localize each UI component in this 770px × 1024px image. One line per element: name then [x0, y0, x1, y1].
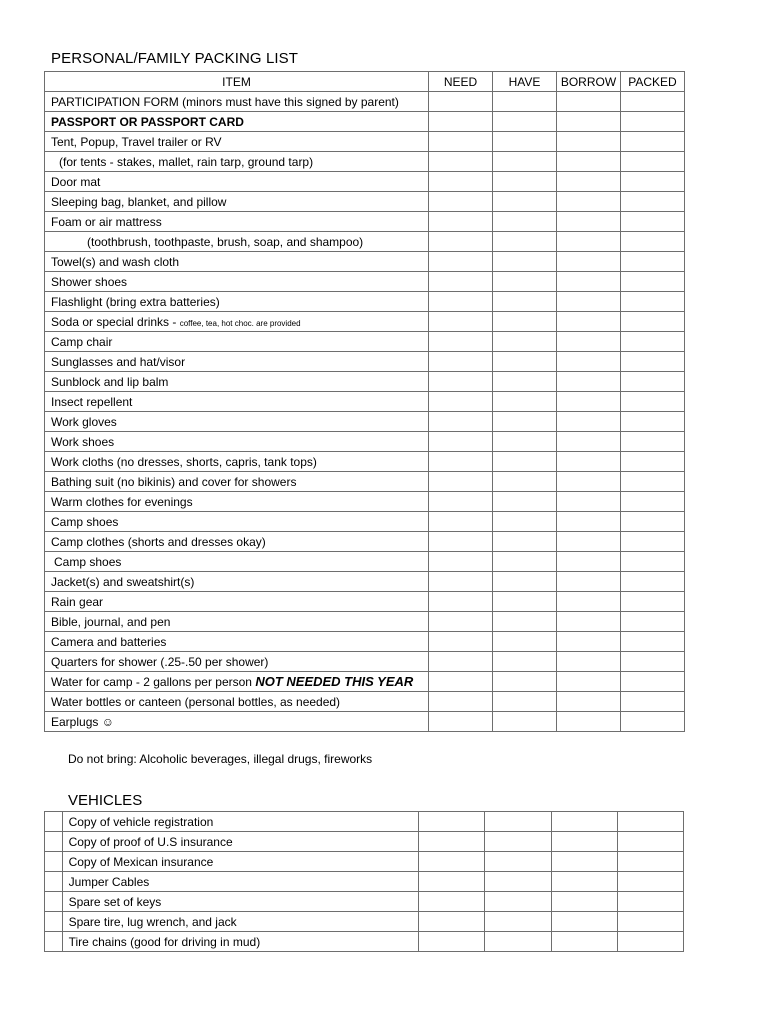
table-row: [45, 612, 685, 632]
table-row: [45, 232, 685, 252]
need-checkbox[interactable]: [429, 592, 493, 612]
borrow-checkbox[interactable]: [557, 652, 621, 672]
borrow-checkbox[interactable]: [551, 912, 617, 932]
row-checkbox[interactable]: [45, 932, 63, 952]
need-checkbox[interactable]: [419, 872, 485, 892]
have-checkbox[interactable]: [493, 492, 557, 512]
packed-checkbox[interactable]: [621, 472, 685, 492]
packed-checkbox[interactable]: [621, 532, 685, 552]
vehicle-item-label: Copy of vehicle registration: [62, 812, 419, 832]
need-checkbox[interactable]: [429, 232, 493, 252]
borrow-checkbox[interactable]: [557, 92, 621, 112]
table-row: [45, 572, 685, 592]
have-checkbox[interactable]: [493, 272, 557, 292]
table-row: [45, 292, 685, 312]
borrow-checkbox[interactable]: [557, 532, 621, 552]
item-label: Warm clothes for evenings: [45, 492, 429, 512]
borrow-checkbox[interactable]: [557, 392, 621, 412]
borrow-checkbox[interactable]: [557, 352, 621, 372]
need-checkbox[interactable]: [429, 572, 493, 592]
borrow-checkbox[interactable]: [557, 212, 621, 232]
have-checkbox[interactable]: [493, 332, 557, 352]
packed-checkbox[interactable]: [621, 392, 685, 412]
borrow-checkbox[interactable]: [557, 172, 621, 192]
need-checkbox[interactable]: [429, 512, 493, 532]
packed-checkbox[interactable]: [621, 132, 685, 152]
table-row: [45, 212, 685, 232]
need-checkbox[interactable]: [429, 552, 493, 572]
table-row: [45, 652, 685, 672]
table-row: [45, 552, 685, 572]
item-label: Camp shoes: [45, 512, 429, 532]
have-checkbox[interactable]: [493, 652, 557, 672]
vehicles-table: [44, 811, 684, 952]
have-checkbox[interactable]: [493, 532, 557, 552]
table-row: [45, 892, 684, 912]
item-label: [45, 672, 429, 692]
need-checkbox[interactable]: [419, 892, 485, 912]
table-row: [45, 152, 685, 172]
row-checkbox[interactable]: [45, 912, 63, 932]
packed-checkbox[interactable]: [617, 852, 683, 872]
vehicle-item-label: Spare tire, lug wrench, and jack: [62, 912, 419, 932]
have-checkbox[interactable]: [493, 572, 557, 592]
item-label: Rain gear: [45, 592, 429, 612]
packed-checkbox[interactable]: [621, 92, 685, 112]
table-row: [45, 392, 685, 412]
borrow-checkbox[interactable]: [557, 432, 621, 452]
item-label: Camp shoes: [45, 552, 429, 572]
need-checkbox[interactable]: [429, 432, 493, 452]
need-checkbox[interactable]: [429, 292, 493, 312]
need-checkbox[interactable]: [429, 532, 493, 552]
have-checkbox[interactable]: [485, 932, 551, 952]
packed-checkbox[interactable]: [617, 832, 683, 852]
borrow-checkbox[interactable]: [557, 332, 621, 352]
item-label: Sunblock and lip balm: [45, 372, 429, 392]
packed-checkbox[interactable]: [621, 632, 685, 652]
item-label: Camera and batteries: [45, 632, 429, 652]
item-label: Bible, journal, and pen: [45, 612, 429, 632]
item-label: Water bottles or canteen (personal bottles, as needed): [45, 692, 429, 712]
have-checkbox[interactable]: [493, 592, 557, 612]
have-checkbox[interactable]: [493, 132, 557, 152]
need-checkbox[interactable]: [429, 712, 493, 732]
borrow-checkbox[interactable]: [557, 692, 621, 712]
header-packed: PACKED: [621, 72, 685, 92]
borrow-checkbox[interactable]: [551, 872, 617, 892]
table-row: [45, 132, 685, 152]
need-checkbox[interactable]: [429, 412, 493, 432]
have-checkbox[interactable]: [485, 872, 551, 892]
have-checkbox[interactable]: [493, 292, 557, 312]
packed-checkbox[interactable]: [617, 912, 683, 932]
have-checkbox[interactable]: [493, 412, 557, 432]
have-checkbox[interactable]: [493, 632, 557, 652]
borrow-checkbox[interactable]: [557, 512, 621, 532]
need-checkbox[interactable]: [429, 472, 493, 492]
need-checkbox[interactable]: [429, 392, 493, 412]
packing-table: [44, 71, 685, 732]
table-row: [45, 172, 685, 192]
have-checkbox[interactable]: [493, 472, 557, 492]
have-checkbox[interactable]: [493, 252, 557, 272]
packed-checkbox[interactable]: [621, 652, 685, 672]
table-row: [45, 352, 685, 372]
borrow-checkbox[interactable]: [551, 892, 617, 912]
packed-checkbox[interactable]: [617, 812, 683, 832]
need-checkbox[interactable]: [429, 192, 493, 212]
borrow-checkbox[interactable]: [557, 292, 621, 312]
table-row: [45, 452, 685, 472]
have-checkbox[interactable]: [493, 512, 557, 532]
packed-checkbox[interactable]: [621, 552, 685, 572]
need-checkbox[interactable]: [429, 152, 493, 172]
packed-checkbox[interactable]: [621, 292, 685, 312]
have-checkbox[interactable]: [485, 852, 551, 872]
have-checkbox[interactable]: [493, 152, 557, 172]
item-label: (toothbrush, toothpaste, brush, soap, and shampoo): [45, 232, 429, 252]
borrow-checkbox[interactable]: [557, 712, 621, 732]
have-checkbox[interactable]: [493, 112, 557, 132]
borrow-checkbox[interactable]: [557, 552, 621, 572]
borrow-checkbox[interactable]: [557, 252, 621, 272]
item-label: Shower shoes: [45, 272, 429, 292]
need-checkbox[interactable]: [429, 652, 493, 672]
table-row: [45, 432, 685, 452]
need-checkbox[interactable]: [419, 812, 485, 832]
item-label: Insect repellent: [45, 392, 429, 412]
borrow-checkbox[interactable]: [557, 192, 621, 212]
table-header-row: [45, 72, 685, 92]
packed-checkbox[interactable]: [621, 212, 685, 232]
packed-checkbox[interactable]: [621, 112, 685, 132]
row-checkbox[interactable]: [45, 872, 63, 892]
table-row: [45, 112, 685, 132]
vehicle-item-label: Jumper Cables: [62, 872, 419, 892]
packed-checkbox[interactable]: [621, 252, 685, 272]
item-label: Sunglasses and hat/visor: [45, 352, 429, 372]
item-label-main: Soda or special drinks -: [51, 314, 177, 329]
item-label: Earplugs ☺: [45, 712, 429, 732]
table-row: [45, 252, 685, 272]
borrow-checkbox[interactable]: [557, 152, 621, 172]
have-checkbox[interactable]: [493, 672, 557, 692]
need-checkbox[interactable]: [429, 492, 493, 512]
table-row: [45, 592, 685, 612]
have-checkbox[interactable]: [485, 812, 551, 832]
vehicle-item-label: Tire chains (good for driving in mud): [62, 932, 419, 952]
need-checkbox[interactable]: [419, 832, 485, 852]
need-checkbox[interactable]: [429, 352, 493, 372]
packed-checkbox[interactable]: [621, 572, 685, 592]
packed-checkbox[interactable]: [617, 932, 683, 952]
need-checkbox[interactable]: [429, 252, 493, 272]
need-checkbox[interactable]: [429, 272, 493, 292]
packed-checkbox[interactable]: [617, 892, 683, 912]
item-label: Quarters for shower (.25-.50 per shower): [45, 652, 429, 672]
borrow-checkbox[interactable]: [557, 372, 621, 392]
item-label-main: Water for camp - 2 gallons per person: [51, 675, 252, 689]
have-checkbox[interactable]: [493, 312, 557, 332]
row-checkbox[interactable]: [45, 832, 63, 852]
packed-checkbox[interactable]: [621, 312, 685, 332]
item-label-note: coffee, tea, hot choc. are provided: [179, 318, 301, 328]
have-checkbox[interactable]: [493, 552, 557, 572]
borrow-checkbox[interactable]: [551, 932, 617, 952]
need-checkbox[interactable]: [419, 912, 485, 932]
table-row: [45, 92, 685, 112]
borrow-checkbox[interactable]: [551, 812, 617, 832]
need-checkbox[interactable]: [429, 452, 493, 472]
header-borrow: BORROW: [557, 72, 621, 92]
table-row: [45, 492, 685, 512]
vehicle-item-label: Copy of Mexican insurance: [62, 852, 419, 872]
packed-checkbox[interactable]: [621, 352, 685, 372]
need-checkbox[interactable]: [429, 112, 493, 132]
borrow-checkbox[interactable]: [557, 612, 621, 632]
page-title: PERSONAL/FAMILY PACKING LIST: [51, 50, 299, 67]
need-checkbox[interactable]: [429, 632, 493, 652]
packed-checkbox[interactable]: [621, 372, 685, 392]
need-checkbox[interactable]: [429, 332, 493, 352]
item-label: Work shoes: [45, 432, 429, 452]
borrow-checkbox[interactable]: [557, 132, 621, 152]
packed-checkbox[interactable]: [617, 872, 683, 892]
vehicle-item-label: Spare set of keys: [62, 892, 419, 912]
packed-checkbox[interactable]: [621, 232, 685, 252]
have-checkbox[interactable]: [493, 392, 557, 412]
packed-checkbox[interactable]: [621, 272, 685, 292]
need-checkbox[interactable]: [419, 932, 485, 952]
table-row: [45, 372, 685, 392]
need-checkbox[interactable]: [429, 672, 493, 692]
packed-checkbox[interactable]: [621, 612, 685, 632]
need-checkbox[interactable]: [429, 372, 493, 392]
item-label: Jacket(s) and sweatshirt(s): [45, 572, 429, 592]
borrow-checkbox[interactable]: [557, 452, 621, 472]
have-checkbox[interactable]: [485, 832, 551, 852]
item-label: Camp chair: [45, 332, 429, 352]
borrow-checkbox[interactable]: [557, 672, 621, 692]
table-row: [45, 632, 685, 652]
item-label: Work cloths (no dresses, shorts, capris, tank tops): [45, 452, 429, 472]
row-checkbox[interactable]: [45, 812, 63, 832]
borrow-checkbox[interactable]: [557, 412, 621, 432]
item-label: Bathing suit (no bikinis) and cover for showers: [45, 472, 429, 492]
borrow-checkbox[interactable]: [551, 852, 617, 872]
need-checkbox[interactable]: [429, 92, 493, 112]
table-row: [45, 712, 685, 732]
packed-checkbox[interactable]: [621, 512, 685, 532]
need-checkbox[interactable]: [429, 132, 493, 152]
header-item: ITEM: [45, 72, 429, 92]
table-row: [45, 912, 684, 932]
item-label: PARTICIPATION FORM (minors must have this signed by parent): [45, 92, 429, 112]
item-label: Tent, Popup, Travel trailer or RV: [45, 132, 429, 152]
packed-checkbox[interactable]: [621, 452, 685, 472]
need-checkbox[interactable]: [419, 852, 485, 872]
vehicles-heading: VEHICLES: [68, 792, 143, 809]
table-row: [45, 272, 685, 292]
item-label: Sleeping bag, blanket, and pillow: [45, 192, 429, 212]
packed-checkbox[interactable]: [621, 672, 685, 692]
table-row: [45, 512, 685, 532]
item-label: Towel(s) and wash cloth: [45, 252, 429, 272]
packed-checkbox[interactable]: [621, 692, 685, 712]
do-not-bring-note: Do not bring: Alcoholic beverages, illegal drugs, fireworks: [68, 752, 373, 766]
borrow-checkbox[interactable]: [557, 472, 621, 492]
table-row: [45, 872, 684, 892]
have-checkbox[interactable]: [493, 712, 557, 732]
borrow-checkbox[interactable]: [557, 632, 621, 652]
item-label: Work gloves: [45, 412, 429, 432]
item-label-note: NOT NEEDED THIS YEAR: [255, 674, 414, 689]
vehicle-item-label: Copy of proof of U.S insurance: [62, 832, 419, 852]
table-row: [45, 332, 685, 352]
table-row: [45, 532, 685, 552]
borrow-checkbox[interactable]: [557, 232, 621, 252]
table-row: [45, 832, 684, 852]
table-row: [45, 472, 685, 492]
have-checkbox[interactable]: [493, 352, 557, 372]
table-row: [45, 412, 685, 432]
table-row: [45, 852, 684, 872]
have-checkbox[interactable]: [485, 892, 551, 912]
need-checkbox[interactable]: [429, 312, 493, 332]
borrow-checkbox[interactable]: [557, 312, 621, 332]
table-row: [45, 312, 685, 332]
packed-checkbox[interactable]: [621, 492, 685, 512]
have-checkbox[interactable]: [493, 612, 557, 632]
borrow-checkbox[interactable]: [551, 832, 617, 852]
borrow-checkbox[interactable]: [557, 592, 621, 612]
borrow-checkbox[interactable]: [557, 572, 621, 592]
borrow-checkbox[interactable]: [557, 272, 621, 292]
have-checkbox[interactable]: [493, 192, 557, 212]
packed-checkbox[interactable]: [621, 332, 685, 352]
borrow-checkbox[interactable]: [557, 112, 621, 132]
packed-checkbox[interactable]: [621, 172, 685, 192]
item-label: (for tents - stakes, mallet, rain tarp, ground tarp): [45, 152, 429, 172]
table-row: [45, 692, 685, 712]
item-label: Door mat: [45, 172, 429, 192]
table-row: [45, 812, 684, 832]
header-have: HAVE: [493, 72, 557, 92]
have-checkbox[interactable]: [493, 452, 557, 472]
item-label: Flashlight (bring extra batteries): [45, 292, 429, 312]
have-checkbox[interactable]: [493, 92, 557, 112]
have-checkbox[interactable]: [493, 692, 557, 712]
have-checkbox[interactable]: [493, 432, 557, 452]
item-label: Foam or air mattress: [45, 212, 429, 232]
header-need: NEED: [429, 72, 493, 92]
row-checkbox[interactable]: [45, 892, 63, 912]
table-row: [45, 192, 685, 212]
table-row: [45, 672, 685, 692]
borrow-checkbox[interactable]: [557, 492, 621, 512]
have-checkbox[interactable]: [485, 912, 551, 932]
have-checkbox[interactable]: [493, 172, 557, 192]
item-label: Camp clothes (shorts and dresses okay): [45, 532, 429, 552]
packed-checkbox[interactable]: [621, 712, 685, 732]
table-row: [45, 932, 684, 952]
need-checkbox[interactable]: [429, 612, 493, 632]
need-checkbox[interactable]: [429, 212, 493, 232]
item-label: PASSPORT OR PASSPORT CARD: [45, 112, 429, 132]
packed-checkbox[interactable]: [621, 412, 685, 432]
need-checkbox[interactable]: [429, 692, 493, 712]
packed-checkbox[interactable]: [621, 192, 685, 212]
packed-checkbox[interactable]: [621, 152, 685, 172]
have-checkbox[interactable]: [493, 212, 557, 232]
packed-checkbox[interactable]: [621, 432, 685, 452]
have-checkbox[interactable]: [493, 372, 557, 392]
item-label: [45, 312, 429, 332]
need-checkbox[interactable]: [429, 172, 493, 192]
packed-checkbox[interactable]: [621, 592, 685, 612]
have-checkbox[interactable]: [493, 232, 557, 252]
row-checkbox[interactable]: [45, 852, 63, 872]
